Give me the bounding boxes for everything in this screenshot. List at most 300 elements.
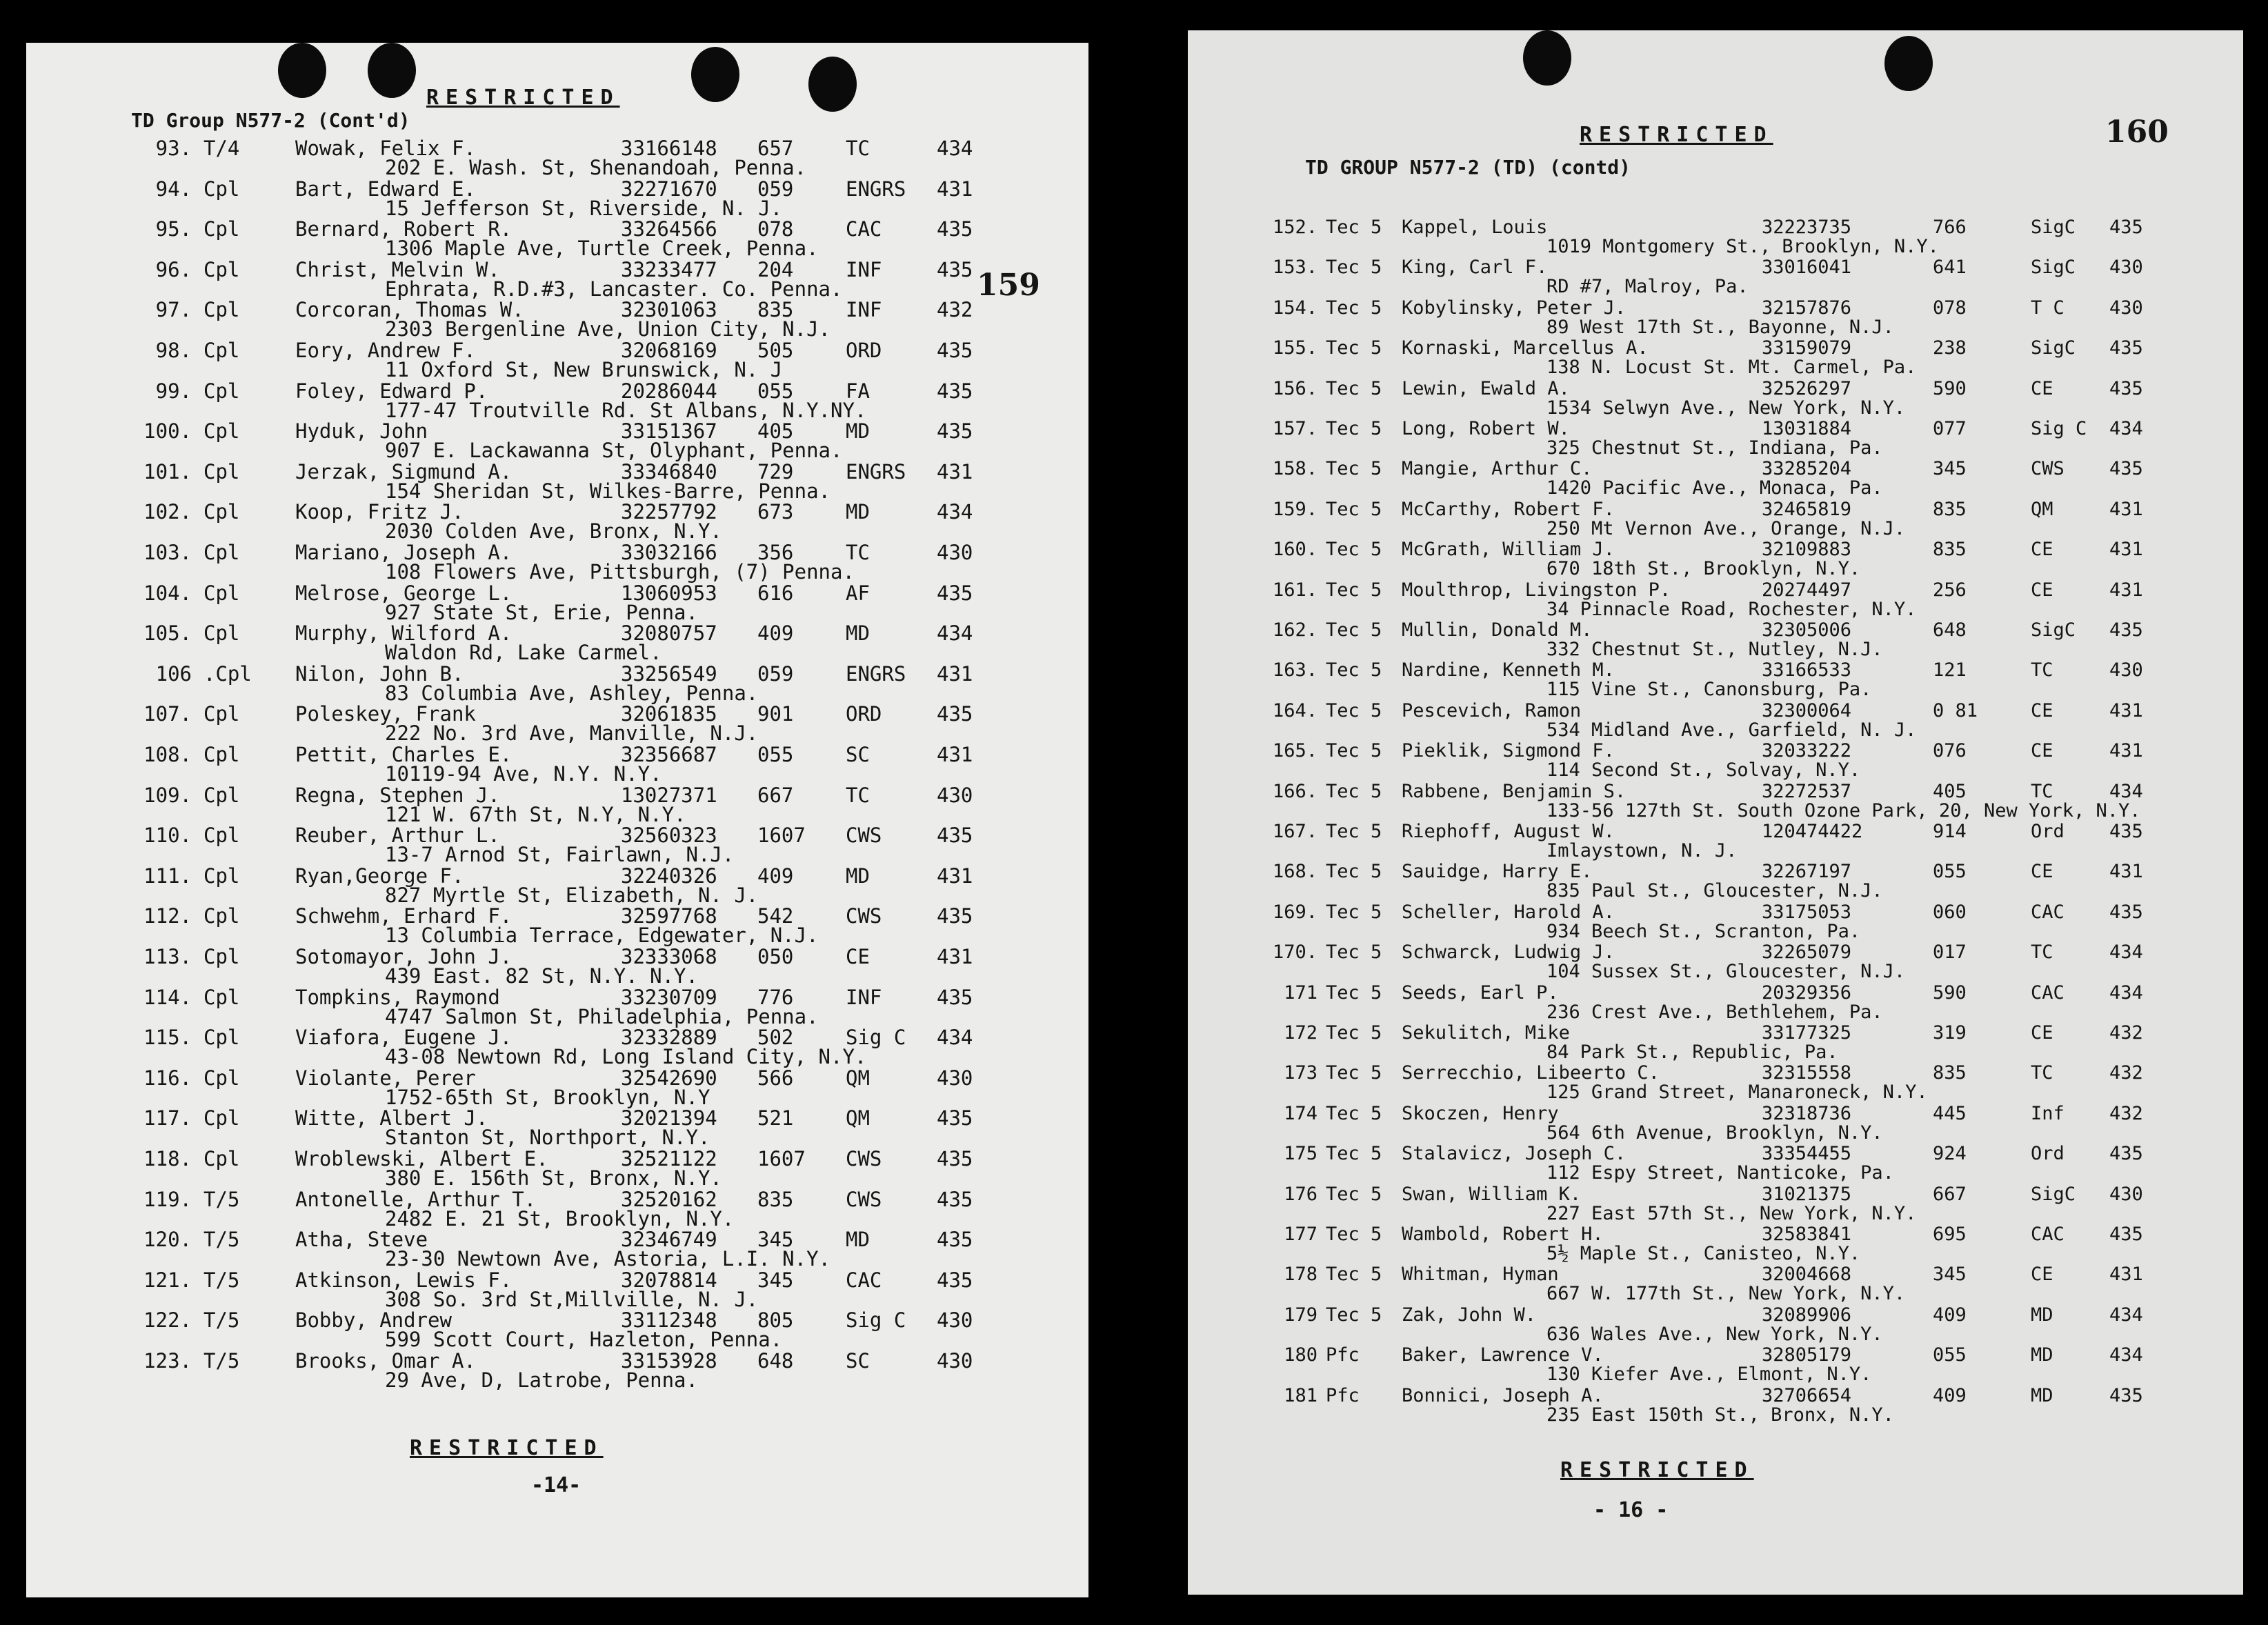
soldier-name: Foley, Edward P. — [295, 379, 488, 403]
unit-code: 435 — [937, 339, 973, 362]
unit-code: 434 — [937, 500, 973, 524]
grade: Tec 5 — [1326, 1022, 1382, 1044]
entry-number: 177 — [1284, 1224, 1317, 1245]
serial-number: 33285204 — [1762, 458, 1852, 480]
grade: Tec 5 — [1326, 619, 1382, 641]
unit-code: 435 — [2109, 619, 2143, 641]
roster-entry — [26, 1147, 1088, 1190]
soldier-name: Pescevich, Ramon — [1402, 699, 1582, 721]
roster-entry — [26, 137, 1088, 177]
entry-number: 153. — [1272, 257, 1317, 279]
roster-entry — [26, 904, 1088, 948]
address: 2030 Colden Ave, Bronx, N.Y. — [385, 519, 722, 544]
entry-number: 123. — [143, 1349, 192, 1373]
serial-number: 32021394 — [621, 1106, 717, 1130]
mos-code: 901 — [757, 702, 794, 726]
soldier-name: Reuber, Arthur L. — [295, 824, 500, 848]
page-stamp-number: 159 — [977, 268, 1040, 303]
address: 1752-65th St, Brooklyn, N.Y — [385, 1085, 710, 1109]
grade: Cpl — [203, 621, 240, 646]
soldier-name: Bart, Edward E. — [295, 177, 476, 201]
soldier-name: Ryan,George F. — [295, 864, 464, 888]
grade: Tec 5 — [1326, 981, 1382, 1004]
grade: Tec 5 — [1326, 1304, 1382, 1326]
unit-code: 434 — [2109, 941, 2143, 964]
serial-number: 33032166 — [621, 541, 717, 564]
soldier-name: Schwehm, Erhard F. — [295, 904, 513, 928]
entry-number: 94. — [155, 177, 192, 201]
branch: CE — [2031, 740, 2053, 762]
serial-number: 32583841 — [1762, 1224, 1852, 1245]
soldier-name: Swan, William K. — [1402, 1183, 1582, 1205]
mos-code: 078 — [757, 217, 794, 241]
mos-code: 657 — [757, 137, 794, 160]
entry-number: 157. — [1272, 418, 1317, 439]
branch: CWS — [846, 1187, 882, 1211]
soldier-name: Mangie, Arthur C. — [1402, 458, 1593, 480]
branch: Ord — [2031, 1143, 2065, 1165]
soldier-name: Mariano, Joseph A. — [295, 541, 513, 564]
roster-entry — [26, 661, 1088, 705]
address: 177-47 Troutville Rd. St Albans, N.Y.NY. — [385, 398, 867, 422]
mos-code: 409 — [757, 621, 794, 646]
roster-entry — [1188, 1184, 2243, 1224]
entry-number: 174 — [1284, 1102, 1317, 1124]
soldier-name: Moulthrop, Livingston P. — [1402, 579, 1671, 601]
address: 934 Beech St., Scranton, Pa. — [1546, 920, 1861, 942]
address: 11 Oxford St, New Brunswick, N. J — [385, 358, 783, 381]
soldier-name: Poleskey, Frank — [295, 702, 476, 726]
address: 10119-94 Ave, N.Y. N.Y. — [385, 762, 662, 786]
roster-entry — [1188, 861, 2243, 901]
mos-code: 835 — [757, 1187, 794, 1211]
serial-number: 32805179 — [1762, 1344, 1852, 1366]
mos-code: 542 — [757, 904, 794, 928]
page-number: - 16 - — [1593, 1498, 1669, 1522]
branch: MD — [2031, 1344, 2053, 1366]
branch: SigC — [2031, 217, 2076, 238]
mos-code: 409 — [1933, 1384, 1967, 1406]
roster-entry — [1188, 821, 2243, 861]
grade: Tec 5 — [1326, 780, 1382, 802]
unit-code: 430 — [2109, 659, 2143, 681]
entry-number: 166. — [1272, 780, 1317, 802]
serial-number: 32004668 — [1762, 1264, 1852, 1286]
serial-number: 33177325 — [1762, 1022, 1852, 1044]
entry-number: 167. — [1272, 821, 1317, 842]
unit-code: 430 — [937, 1349, 973, 1373]
mos-code: 017 — [1933, 941, 1967, 964]
unit-code: 434 — [2109, 780, 2143, 802]
soldier-name: Murphy, Wilford A. — [295, 621, 513, 646]
soldier-name: Corcoran, Thomas W. — [295, 298, 524, 322]
mos-code: 729 — [757, 459, 794, 483]
branch: ORD — [846, 702, 882, 726]
address: 236 Crest Ave., Bethlehem, Pa. — [1546, 1001, 1883, 1023]
branch: CE — [2031, 1264, 2053, 1286]
address: 108 Flowers Ave, Pittsburgh, (7) Penna. — [385, 560, 855, 584]
unit-code: 435 — [937, 1106, 973, 1130]
entry-number: 112. — [143, 904, 192, 928]
serial-number: 33230709 — [621, 985, 717, 1009]
roster-entry — [1188, 579, 2243, 619]
soldier-name: Zak, John W. — [1402, 1304, 1537, 1326]
address: 332 Chestnut St., Nutley, N.J. — [1546, 639, 1883, 660]
grade: Cpl — [203, 177, 240, 201]
mos-code: 256 — [1933, 579, 1967, 601]
unit-code: 431 — [2109, 699, 2143, 721]
unit-code: 431 — [937, 459, 973, 483]
entry-number: 179 — [1284, 1304, 1317, 1326]
grade: Cpl — [203, 743, 240, 766]
roster-entry — [1188, 619, 2243, 659]
grade: Tec 5 — [1326, 458, 1382, 480]
soldier-name: Eory, Andrew F. — [295, 339, 476, 362]
branch: ENGRS — [846, 459, 906, 483]
grade: T/5 — [203, 1228, 240, 1252]
unit-code: 434 — [2109, 981, 2143, 1004]
soldier-name: Rabbene, Benjamin S. — [1402, 780, 1627, 802]
entry-number: 175 — [1284, 1143, 1317, 1165]
address: 1420 Pacific Ave., Monaca, Pa. — [1546, 477, 1883, 499]
serial-number: 32271670 — [621, 177, 717, 201]
soldier-name: Lewin, Ewald A. — [1402, 377, 1570, 399]
entry-number: 101. — [143, 459, 192, 483]
grade: Cpl — [203, 257, 240, 281]
grade: Tec 5 — [1326, 1224, 1382, 1245]
address: 114 Second St., Solvay, N.Y. — [1546, 759, 1861, 781]
grade: Cpl — [203, 379, 240, 403]
serial-number: 32300064 — [1762, 699, 1852, 721]
branch: CWS — [2031, 458, 2065, 480]
grade: Cpl — [203, 541, 240, 564]
roster-entry — [26, 257, 1088, 301]
address: 827 Myrtle St, Elizabeth, N. J. — [385, 883, 759, 907]
entry-number: 176 — [1284, 1183, 1317, 1205]
entry-number: 96. — [155, 257, 192, 281]
unit-code: 431 — [2109, 539, 2143, 561]
mos-code: 078 — [1933, 297, 1967, 319]
unit-code: 431 — [937, 864, 973, 888]
mos-code: 345 — [1933, 458, 1967, 480]
serial-number: 32318736 — [1762, 1102, 1852, 1124]
entry-number: 111. — [143, 864, 192, 888]
address: 636 Wales Ave., New York, N.Y. — [1546, 1323, 1883, 1345]
entry-number: 105. — [143, 621, 192, 646]
mos-code: 077 — [1933, 418, 1967, 439]
branch: CE — [2031, 699, 2053, 721]
mos-code: 1607 — [757, 1147, 806, 1170]
soldier-name: Kappel, Louis — [1402, 217, 1548, 238]
entry-number: 104. — [143, 581, 192, 605]
serial-number: 32080757 — [621, 621, 717, 646]
roster-entry — [26, 1349, 1088, 1392]
roster-entry — [26, 1228, 1088, 1271]
branch: CAC — [846, 1268, 882, 1292]
grade: Cpl — [203, 945, 240, 968]
unit-code: 435 — [937, 581, 973, 605]
unit-code: 435 — [937, 1268, 973, 1292]
address: 439 East. 82 St, N.Y. N.Y. — [385, 964, 698, 988]
roster-entry — [1188, 1304, 2243, 1344]
unit-code: 431 — [937, 177, 973, 201]
address: 534 Midland Ave., Garfield, N. J. — [1546, 719, 1917, 741]
entry-number: 171 — [1284, 981, 1317, 1004]
mos-code: 319 — [1933, 1022, 1967, 1044]
mos-code: 055 — [757, 743, 794, 766]
soldier-name: Serrecchio, Libeerto C. — [1402, 1062, 1660, 1084]
mos-code: 059 — [757, 661, 794, 686]
soldier-name: Sotomayor, John J. — [295, 945, 513, 968]
serial-number: 33233477 — [621, 257, 717, 281]
mos-code: 505 — [757, 339, 794, 362]
entry-number: 163. — [1272, 659, 1317, 681]
branch: MD — [846, 1228, 870, 1252]
grade: Tec 5 — [1326, 941, 1382, 964]
soldier-name: McGrath, William J. — [1402, 539, 1615, 561]
mos-code: 673 — [757, 500, 794, 524]
address: Waldon Rd, Lake Carmel. — [385, 641, 662, 665]
soldier-name: Bonnici, Joseph A. — [1402, 1384, 1604, 1406]
roster-entry — [26, 581, 1088, 624]
mos-code: 667 — [1933, 1183, 1967, 1205]
address: 1019 Montgomery St., Brooklyn, N.Y. — [1546, 236, 1939, 257]
entry-number: 109. — [143, 783, 192, 807]
mos-code: 405 — [1933, 780, 1967, 802]
roster-entry — [26, 298, 1088, 341]
serial-number: 13027371 — [621, 783, 717, 807]
unit-code: 435 — [2109, 901, 2143, 923]
soldier-name: Pieklik, Sigmond F. — [1402, 740, 1615, 762]
grade: Tec 5 — [1326, 740, 1382, 762]
address: 599 Scott Court, Hazleton, Penna. — [385, 1328, 783, 1352]
grade: T/4 — [203, 137, 240, 160]
address: 115 Vine St., Canonsburg, Pa. — [1546, 679, 1872, 701]
entry-number: 161. — [1272, 579, 1317, 601]
roster-entry — [26, 177, 1088, 220]
unit-code: 435 — [937, 419, 973, 443]
branch: MD — [846, 500, 870, 524]
page-footer: RESTRICTED — [1560, 1458, 1754, 1482]
address: 907 E. Lackawanna St, Olyphant, Penna. — [385, 439, 843, 463]
mos-code: 590 — [1933, 377, 1967, 399]
grade: Tec 5 — [1326, 1264, 1382, 1286]
roster-entry — [26, 419, 1088, 463]
grade: Cpl — [203, 459, 240, 483]
branch: CAC — [2031, 901, 2065, 923]
soldier-name: Scheller, Harold A. — [1402, 901, 1615, 923]
group-header: TD Group N577-2 (Cont'd) — [131, 109, 410, 132]
soldier-name: Nardine, Kenneth M. — [1402, 659, 1615, 681]
roster-entry — [1188, 217, 2243, 257]
roster-entry — [1188, 458, 2243, 498]
address: Imlaystown, N. J. — [1546, 840, 1738, 861]
roster-entry — [26, 986, 1088, 1026]
roster-entry — [26, 1066, 1088, 1109]
serial-number: 13060953 — [621, 581, 717, 605]
entry-number: 106 — [155, 661, 192, 686]
address: 2482 E. 21 St, Brooklyn, N.Y. — [385, 1206, 735, 1230]
entry-number: 122. — [143, 1308, 192, 1333]
serial-number: 20274497 — [1762, 579, 1852, 601]
mos-code: 521 — [757, 1106, 794, 1130]
roster-entry — [26, 1106, 1088, 1150]
group-header: TD GROUP N577-2 (TD) (contd) — [1305, 156, 1631, 179]
branch: Ord — [2031, 821, 2065, 842]
grade: Tec 5 — [1326, 217, 1382, 238]
mos-code: 238 — [1933, 337, 1967, 359]
branch: CWS — [846, 1147, 882, 1170]
grade: T/5 — [203, 1349, 240, 1373]
mos-code: 445 — [1933, 1102, 1967, 1124]
roster-entry — [1188, 1022, 2243, 1062]
soldier-name: Nilon, John B. — [295, 661, 464, 686]
address: 34 Pinnacle Road, Rochester, N.Y. — [1546, 598, 1917, 620]
unit-code: 435 — [937, 702, 973, 726]
address: 29 Ave, D, Latrobe, Penna. — [385, 1368, 698, 1392]
address: Stanton St, Northport, N.Y. — [385, 1126, 710, 1150]
unit-code: 435 — [2109, 1384, 2143, 1406]
serial-number: 32542690 — [621, 1066, 717, 1090]
branch: TC — [2031, 659, 2053, 681]
branch: SigC — [2031, 1183, 2076, 1205]
entry-number: 152. — [1272, 217, 1317, 238]
address: 23-30 Newtown Ave, Astoria, L.I. N.Y. — [385, 1247, 831, 1271]
serial-number: 33175053 — [1762, 901, 1852, 923]
roster-entry — [1188, 499, 2243, 539]
serial-number: 20329356 — [1762, 981, 1852, 1004]
grade: Tec 5 — [1326, 821, 1382, 842]
soldier-name: Brooks, Omar A. — [295, 1349, 476, 1373]
unit-code: 431 — [2109, 861, 2143, 883]
mos-code: 060 — [1933, 901, 1967, 923]
soldier-name: Viafora, Eugene J. — [295, 1026, 513, 1050]
unit-code: 434 — [2109, 418, 2143, 439]
unit-code: 434 — [937, 621, 973, 646]
soldier-name: King, Carl F. — [1402, 257, 1548, 279]
branch: QM — [846, 1106, 870, 1130]
entry-number: 97. — [155, 298, 192, 322]
punch-hole — [368, 43, 416, 98]
address: Ephrata, R.D.#3, Lancaster. Co. Penna. — [385, 277, 843, 301]
roster-entry — [1188, 982, 2243, 1022]
branch: TC — [846, 137, 870, 160]
branch: ORD — [846, 339, 882, 362]
grade: Cpl — [203, 1066, 240, 1090]
address: RD #7, Malroy, Pa. — [1546, 276, 1749, 298]
address: 325 Chestnut St., Indiana, Pa. — [1546, 437, 1883, 459]
entry-number: 113. — [143, 945, 192, 968]
branch: CWS — [846, 824, 882, 848]
entry-number: 114. — [143, 985, 192, 1009]
branch: T C — [2031, 297, 2065, 319]
soldier-name: Long, Robert W. — [1402, 418, 1570, 439]
unit-code: 435 — [2109, 337, 2143, 359]
unit-code: 435 — [2109, 217, 2143, 238]
soldier-name: Hyduk, John — [295, 419, 428, 443]
grade: Cpl — [203, 985, 240, 1009]
roster-entry — [26, 1308, 1088, 1352]
entry-number: 154. — [1272, 297, 1317, 319]
entry-number: 117. — [143, 1106, 192, 1130]
entry-number: 107. — [143, 702, 192, 726]
unit-code: 435 — [2109, 377, 2143, 399]
roster-entry — [1188, 418, 2243, 458]
address: 835 Paul St., Gloucester, N.J. — [1546, 880, 1883, 902]
serial-number: 33264566 — [621, 217, 717, 241]
roster-entry — [1188, 1224, 2243, 1264]
entry-number: 108. — [143, 743, 192, 766]
entry-number: 173 — [1284, 1062, 1317, 1084]
serial-number: 32520162 — [621, 1187, 717, 1211]
branch: QM — [846, 1066, 870, 1090]
address: 112 Espy Street, Nanticoke, Pa. — [1546, 1162, 1894, 1184]
serial-number: 32157876 — [1762, 297, 1852, 319]
grade: Pfc — [1326, 1344, 1360, 1366]
entry-number: 102. — [143, 500, 192, 524]
roster-entry — [26, 621, 1088, 665]
branch: AF — [846, 581, 870, 605]
roster-entry — [1188, 1385, 2243, 1425]
soldier-name: Kobylinsky, Peter J. — [1402, 297, 1627, 319]
branch: SigC — [2031, 337, 2076, 359]
branch: SC — [846, 1349, 870, 1373]
serial-number: 32526297 — [1762, 377, 1852, 399]
unit-code: 435 — [2109, 1143, 2143, 1165]
unit-code: 430 — [2109, 257, 2143, 279]
roster-entry — [26, 864, 1088, 907]
entry-number: 116. — [143, 1066, 192, 1090]
serial-number: 32333068 — [621, 945, 717, 968]
unit-code: 430 — [2109, 1183, 2143, 1205]
address: 5½ Maple St., Canisteo, N.Y. — [1546, 1243, 1861, 1264]
address: 13-7 Arnod St, Fairlawn, N.J. — [385, 843, 735, 867]
soldier-name: Melrose, George L. — [295, 581, 513, 605]
unit-code: 435 — [937, 824, 973, 848]
grade: Tec 5 — [1326, 257, 1382, 279]
roster-entry — [26, 500, 1088, 544]
entry-number: 95. — [155, 217, 192, 241]
mos-code: 409 — [757, 864, 794, 888]
mos-code: 835 — [1933, 498, 1967, 520]
grade: Tec 5 — [1326, 337, 1382, 359]
mos-code: 409 — [1933, 1304, 1967, 1326]
roster-entry — [1188, 1344, 2243, 1384]
roster-entry — [26, 824, 1088, 867]
serial-number: 32089906 — [1762, 1304, 1852, 1326]
branch: MD — [846, 864, 870, 888]
soldier-name: Bernard, Robert R. — [295, 217, 513, 241]
address: 222 No. 3rd Ave, Manville, N.J. — [385, 721, 759, 746]
serial-number: 32223735 — [1762, 217, 1852, 238]
serial-number: 32346749 — [621, 1228, 717, 1252]
serial-number: 32465819 — [1762, 498, 1852, 520]
mos-code: 055 — [1933, 861, 1967, 883]
soldier-name: Seeds, Earl P. — [1402, 981, 1559, 1004]
address: 13 Columbia Terrace, Edgewater, N.J. — [385, 924, 819, 948]
unit-code: 435 — [2109, 1224, 2143, 1245]
branch: CE — [2031, 539, 2053, 561]
roster-entry — [1188, 781, 2243, 821]
grade: Cpl — [203, 217, 240, 241]
mos-code: 345 — [757, 1228, 794, 1252]
entry-number: 181 — [1284, 1384, 1317, 1406]
soldier-name: Bobby, Andrew — [295, 1308, 452, 1333]
unit-code: 432 — [2109, 1062, 2143, 1084]
soldier-name: Skoczen, Henry — [1402, 1102, 1559, 1124]
grade: T/5 — [203, 1268, 240, 1292]
soldier-name: Wambold, Robert H. — [1402, 1224, 1604, 1245]
